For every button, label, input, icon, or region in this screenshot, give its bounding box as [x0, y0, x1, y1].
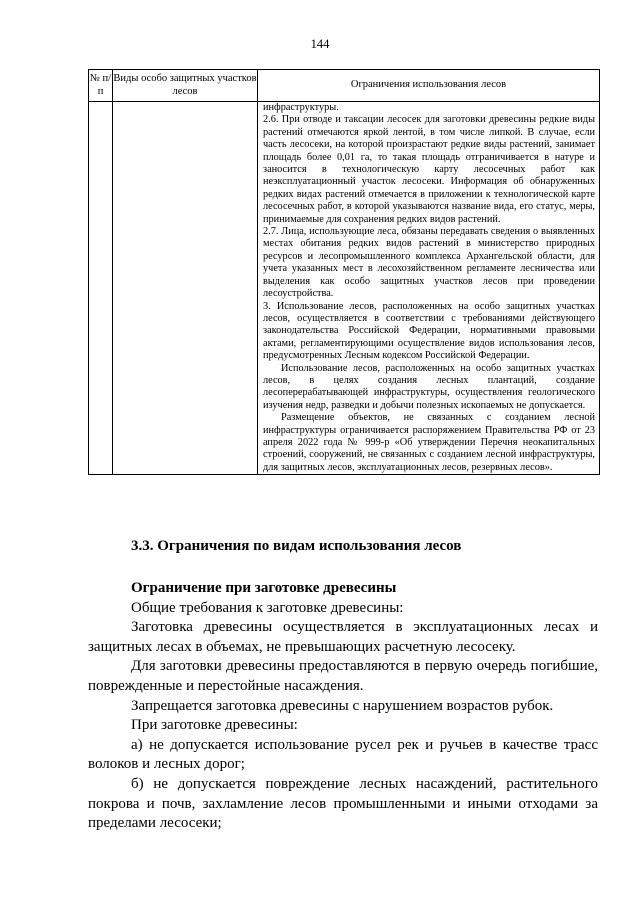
table-paragraph: 2.6. При отводе и таксации лесосек для заготовки древесины редкие виды растений отмечаются яркой лентой, в том числе липкой. В случае, если часть лесосеки, на которой произрастают редкие виды растений, занимает площадь более 0,01 га, то такая площадь отграничивается в натуре и заносится в технологическую карту лесосечных работ как неэксплуатационный участок лесосеки. Информация об обнаруженных редких видах растений отмечается в приложении к технологической карте лесосечных работ, в которой указываются название вида, его статус, меры, принимаемые для сохранения редких видов растений. [263, 114, 595, 225]
section-heading: 3.3. Ограничения по видам использования лесов [131, 538, 462, 554]
table-row [89, 102, 600, 475]
table-paragraph: Размещение объектов, не связанных с созданием лесной инфраструктуры ограничивается распоряжением Правительства РФ от 23 апреля 2022 года № 999-р «Об утверждении Перечня неокапитальных строений, сооружений, не связанных с созданием лесной инфраструктуры, для защитных лесов, эксплуатационных лесов, резервных лесов». [263, 412, 595, 473]
header-number: № п/п [89, 70, 113, 102]
body-text [88, 579, 598, 834]
body-paragraph: При заготовке древесины: [131, 717, 298, 734]
header-restrictions: Ограничения использования лесов [258, 70, 600, 102]
page-number: 144 [310, 37, 330, 51]
table-header-row [89, 70, 600, 102]
body-paragraph: б) не допускается повреждение лесных насаждений, растительного покрова и почв, захламление лесов промышленными и иными отходами за пределами лесосеки; [88, 775, 598, 832]
table-paragraph: Использование лесов, расположенных на особо защитных участках лесов, в целях создания лесных плантаций, создание лесоперерабатывающей инфраструктуры, осуществления геологического изучения недр, разведки и добычи полезных ископаемых не допускается. [263, 362, 595, 411]
restrictions-text [258, 102, 599, 474]
cell-restrictions [258, 102, 600, 475]
header-zone-types: Виды особо защитных участков лесов [113, 70, 258, 102]
body-paragraph: а) не допускается использование русел рек и ручьев в качестве трасс волоков и лесных дорог; [88, 736, 598, 773]
table-paragraph: инфраструктуры. [263, 102, 339, 113]
table-paragraph: 3. Использование лесов, расположенных на особо защитных участках лесов, осуществляется в соответствии с требованиями действующего законодательства Российской Федерации, нормативными правовыми актами, регламентирующими осуществление видов использования лесов, предусмотренных Лесным кодексом Российской Федерации. [263, 300, 595, 362]
body-paragraph: Запрещается заготовка древесины с нарушением возрастов рубок. [131, 697, 554, 714]
body-paragraph: Заготовка древесины осуществляется в эксплуатационных лесах и защитных лесах в объемах, не превышающих расчетную лесосеку. [88, 619, 598, 655]
subsection-heading: Ограничение при заготовке древесины [131, 580, 397, 596]
cell-number [89, 102, 113, 475]
body-paragraph: Общие требования к заготовке древесины: [131, 599, 404, 616]
body-paragraph: Для заготовки древесины предоставляются в первую очередь погибшие, поврежденные и перестойные насаждения. [88, 658, 598, 694]
restrictions-table [88, 69, 600, 475]
table-paragraph: 2.7. Лица, использующие леса, обязаны передавать сведения о выявленных местах обитания редких видов растений в министерство природных ресурсов и лесопромышленного комплекса Архангельской области, для учета указанных мест в лесохозяйственном регламенте лесничества или выделения как особо защитных участков лесов при проведении лесоустройства. [263, 226, 595, 300]
cell-zone-type [113, 102, 258, 475]
